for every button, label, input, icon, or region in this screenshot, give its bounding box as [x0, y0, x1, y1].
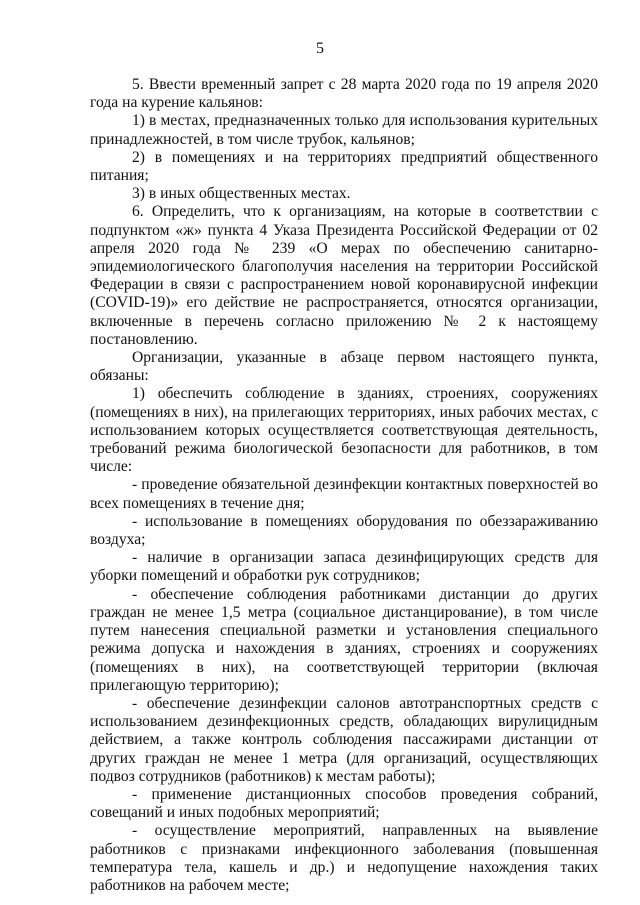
subitem-2-catering: 2) в помещениях и на территориях предприятий общественного питания;: [90, 148, 598, 185]
subitem-1-biosafety: 1) обеспечить соблюдение в зданиях, строениях, сооружениях (помещениях в них), на прилегающих территориях, иных рабочих местах, с использованием которых осуществляется соответствующая деятельность, требований режима биологической безопасности для работников, в том числе:: [90, 385, 598, 476]
bullet-disinfectant-stock: - наличие в организации запаса дезинфицирующих средств для уборки помещений и обработки рук сотрудников;: [90, 549, 598, 585]
bullet-remote-meetings: - применение дистанционных способов проведения собраний, совещаний и иных подобных мероприятий;: [90, 785, 598, 822]
document-body: [90, 76, 598, 895]
subitem-1-hookah-places: 1) в местах, предназначенных только для использования курительных принадлежностей, в том числе трубок, кальянов;: [90, 112, 598, 148]
paragraph-item-6: 6. Определить, что к организациям, на которые в соответствии с подпунктом «ж» пункта 4 Указа Президента Российской Федерации от 02 апреля 2020 года № 239 «О мерах по обеспечению санитарно-эпидемиологического благополучия населения на территории Российской Федерации в связи с распространением новой коронавирусной инфекции (COVID-19)» его действие не распространяется, относятся организации, включенные в перечень согласно приложению № 2 к настоящему постановлению.: [90, 203, 598, 348]
page-number: 5: [316, 40, 324, 57]
bullet-disinfection: - проведение обязательной дезинфекции контактных поверхностей во всех помещениях в течение дня;: [90, 476, 598, 512]
subitem-3-public-places: 3) в иных общественных местах.: [132, 185, 351, 203]
bullet-social-distance: - обеспечение соблюдения работниками дистанции до других граждан не менее 1,5 метра (социальное дистанцирование), в том числе путем нанесения специальной разметки и установления специального режима допуска и нахождения в зданиях, строениях и сооружениях (помещениях в них), на соответствующей территории (включая прилегающую территорию);: [90, 585, 598, 694]
bullet-symptom-detection: - осуществление мероприятий, направленных на выявление работников с признаками инфекционного заболевания (повышенная температура тела, кашель и др.) и недопущение нахождения таких работников на рабочем месте;: [90, 822, 598, 894]
paragraph-item-5: 5. Ввести временный запрет с 28 марта 2020 года по 19 апреля 2020 года на курение кальянов:: [90, 76, 598, 112]
bullet-air-disinfection: - использование в помещениях оборудования по обеззараживанию воздуха;: [90, 512, 598, 549]
bullet-vehicle-disinfection: - обеспечение дезинфекции салонов автотранспортных средств с использованием дезинфекционных средств, обладающих вирулицидным действием, а также контроль соблюдения пассажирами дистанции от других граждан не менее 1 метра (для организаций, осуществляющих подвоз сотрудников (работников) к местам работы);: [90, 694, 598, 785]
paragraph-obligations-intro: Организации, указанные в абзаце первом настоящего пункта, обязаны:: [90, 349, 598, 385]
